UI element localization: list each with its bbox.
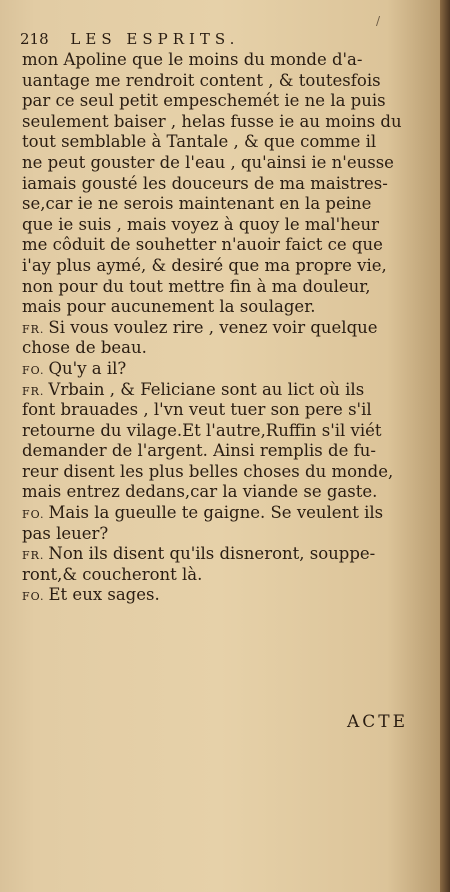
text-line: iamais gousté les douceurs de ma maistres- — [22, 173, 388, 193]
text-line: reur disent les plus belles choses du monde, — [22, 461, 394, 481]
catchword: ACTE — [346, 712, 408, 732]
text-line: que ie suis , mais voyez à quoy le mal'heur — [22, 214, 380, 234]
text-line: demander de l'argent. Ainsi remplis de fu- — [22, 441, 376, 461]
text-line: font brauades , l'vn veut tuer son pere s'il — [22, 400, 372, 420]
text-line: ne peut gouster de l'eau , qu'ainsi ie n'eusse — [22, 152, 394, 172]
dialogue-line: FO. Qu'y a il? — [22, 358, 127, 378]
text-line: non pour du tout mettre fin à ma douleur, — [22, 276, 371, 296]
book-spine-edge — [440, 0, 450, 892]
page-mark: / — [375, 14, 380, 28]
dialogue-line: FR. Vrbain , & Feliciane sont au lict où ils — [22, 379, 365, 399]
speaker-label: FO. — [22, 590, 45, 604]
text-line: mais pour aucunement la soulager. — [22, 297, 316, 317]
text-line: retourne du vilage.Et l'autre,Ruffin s'il viét — [22, 420, 382, 440]
text-line: se,car ie ne serois maintenant en la peine — [22, 194, 372, 214]
running-header — [20, 30, 380, 48]
text-line: seulement baiser , helas fusse ie au moins du — [22, 111, 402, 131]
text-line: par ce seul petit empeschemét ie ne la puis — [22, 91, 386, 111]
text-line: tout semblable à Tantale , & que comme il — [22, 132, 377, 152]
dialogue-line: FR. Si vous voulez rire , venez voir quelque — [22, 317, 378, 337]
text-line: mon Apoline que le moins du monde d'a- — [22, 50, 363, 69]
text-line: me côduit de souhetter n'auoir faict ce que — [22, 235, 383, 255]
text-line: i'ay plus aymé, & desiré que ma propre vie, — [22, 255, 387, 275]
text-line: ront,& coucheront là. — [22, 564, 203, 584]
page-number: 218 — [20, 30, 49, 48]
text-line: uantage me rendroit content , & toutesfois — [22, 70, 381, 90]
text-body — [22, 50, 422, 606]
text-line: chose de beau. — [22, 338, 147, 358]
dialogue-line: FO. Et eux sages. — [22, 585, 160, 605]
running-title: LES ESPRITS. — [70, 30, 240, 48]
text-line: pas leuer? — [22, 523, 109, 543]
speaker-label: FO. — [22, 363, 45, 377]
speaker-label: FR. — [22, 322, 45, 336]
speaker-label: FO. — [22, 508, 45, 522]
dialogue-line: FO. Mais la gueulle te gaigne. Se veulent ils — [22, 503, 384, 523]
text-line: mais entrez dedans,car la viande se gaste. — [22, 482, 378, 502]
dialogue-line: FR. Non ils disent qu'ils disneront, souppe- — [22, 544, 376, 564]
speaker-label: FR. — [22, 549, 45, 563]
speaker-label: FR. — [22, 384, 45, 398]
